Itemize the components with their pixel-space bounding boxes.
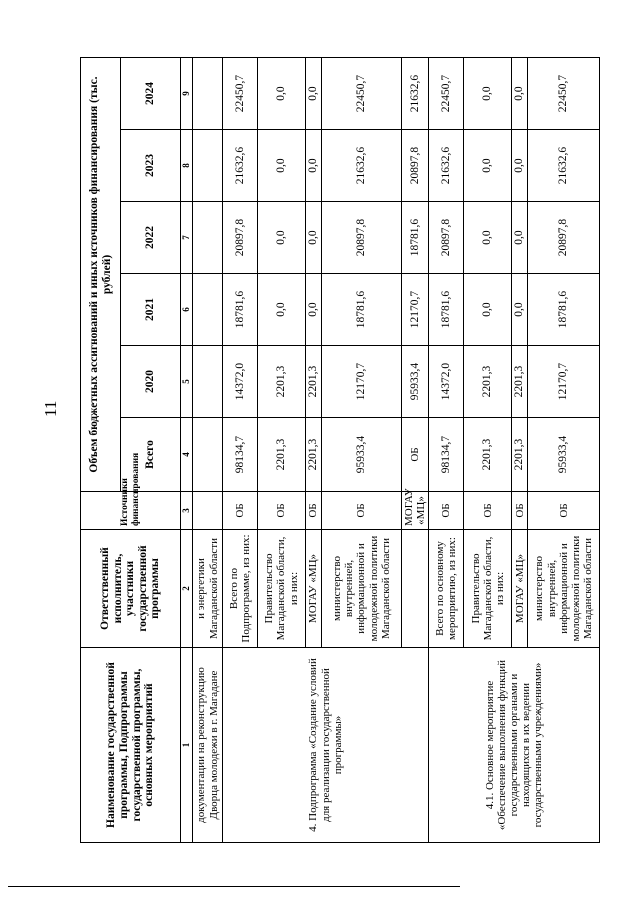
value-cell: 2201,3 <box>258 346 306 418</box>
value-cell: 22450,7 <box>528 57 600 129</box>
value-cell: 18781,6 <box>402 202 429 274</box>
value-cell: 21632,6 <box>322 130 402 202</box>
program-name-cell <box>402 530 429 648</box>
value-cell: 21632,6 <box>402 57 429 129</box>
budget-table <box>80 57 600 843</box>
value-cell: 22450,7 <box>223 57 258 129</box>
value-cell: 98134,7 <box>429 418 464 492</box>
value-cell: 2201,3 <box>512 346 528 418</box>
source-cell: ОБ <box>512 492 528 530</box>
source-cell: ОБ <box>402 418 429 492</box>
source-cell: ОБ <box>464 492 512 530</box>
value-cell: 18781,6 <box>429 274 464 346</box>
value-cell: 20897,8 <box>429 202 464 274</box>
header-year-total: Всего <box>121 418 181 492</box>
value-cell <box>193 418 223 492</box>
value-cell: 0,0 <box>512 202 528 274</box>
column-number: 9 <box>181 57 193 129</box>
value-cell: 0,0 <box>464 202 512 274</box>
value-cell: 21632,6 <box>429 130 464 202</box>
header-program-name: Наименование государственной программы, Подпрограммы государственной программы, основных мероприятий <box>81 648 181 843</box>
value-cell: 12170,7 <box>402 274 429 346</box>
value-cell <box>193 130 223 202</box>
column-number: 5 <box>181 346 193 418</box>
source-cell <box>193 492 223 530</box>
source-cell: ОБ <box>306 492 322 530</box>
executor-cell: Правительство Магаданской области, из них: <box>464 530 512 648</box>
value-cell: 2201,3 <box>258 418 306 492</box>
value-cell: 22450,7 <box>429 57 464 129</box>
header-executor: Ответственный исполнитель, участники государственной программы <box>81 530 181 648</box>
value-cell <box>193 274 223 346</box>
table-row <box>429 57 464 842</box>
header-year-2021: 2021 <box>121 274 181 346</box>
value-cell: 0,0 <box>258 202 306 274</box>
executor-cell: МОГАУ «МЦ» <box>402 492 429 530</box>
column-number: 7 <box>181 202 193 274</box>
value-cell: 2201,3 <box>464 346 512 418</box>
value-cell <box>193 346 223 418</box>
program-name-cell: документации на реконструкцию Дворца молодежи в г. Магадане <box>193 648 223 843</box>
value-cell: 0,0 <box>464 57 512 129</box>
table-row <box>223 57 258 842</box>
value-cell: 0,0 <box>464 130 512 202</box>
value-cell: 0,0 <box>512 130 528 202</box>
column-number: 8 <box>181 130 193 202</box>
executor-cell: Правительство Магаданской области, из них: <box>258 530 306 648</box>
value-cell: 20897,8 <box>402 130 429 202</box>
value-cell: 95933,4 <box>322 418 402 492</box>
column-number: 6 <box>181 274 193 346</box>
executor-cell: министерство внутренней, информационной и молодежной политики Магаданской области <box>322 530 402 648</box>
header-year-2023: 2023 <box>121 130 181 202</box>
value-cell: 14372,0 <box>429 346 464 418</box>
value-cell: 20897,8 <box>223 202 258 274</box>
value-cell: 22450,7 <box>322 57 402 129</box>
column-number: 4 <box>181 418 193 492</box>
value-cell: 18781,6 <box>528 274 600 346</box>
value-cell: 0,0 <box>258 57 306 129</box>
source-cell: ОБ <box>528 492 600 530</box>
header-year-2020: 2020 <box>121 346 181 418</box>
value-cell: 18781,6 <box>322 274 402 346</box>
source-cell: ОБ <box>223 492 258 530</box>
value-cell: 95933,4 <box>528 418 600 492</box>
executor-cell: МОГАУ «МЦ» <box>306 530 322 648</box>
value-cell: 0,0 <box>512 57 528 129</box>
source-cell: ОБ <box>429 492 464 530</box>
value-cell: 2201,3 <box>464 418 512 492</box>
value-cell: 21632,6 <box>528 130 600 202</box>
value-cell: 0,0 <box>258 274 306 346</box>
program-name-cell: 4.1. Основное мероприятие «Обеспечение выполнения функций государственными органами и находящихся в их ведении государственными учреждениями» <box>429 648 600 843</box>
column-number: 3 <box>181 492 193 530</box>
value-cell: 95933,4 <box>402 346 429 418</box>
value-cell: 0,0 <box>464 274 512 346</box>
value-cell: 0,0 <box>306 57 322 129</box>
bottom-rule <box>8 886 460 887</box>
page-number: 11 <box>41 400 60 417</box>
value-cell: 12170,7 <box>528 346 600 418</box>
value-cell: 18781,6 <box>223 274 258 346</box>
executor-cell: и энергетики Магаданской области <box>193 530 223 648</box>
value-cell: 0,0 <box>306 130 322 202</box>
value-cell: 21632,6 <box>223 130 258 202</box>
header-year-2022: 2022 <box>121 202 181 274</box>
value-cell: 2201,3 <box>306 346 322 418</box>
column-number: 1 <box>181 648 193 843</box>
table-row <box>193 57 223 842</box>
value-cell: 0,0 <box>306 202 322 274</box>
value-cell: 0,0 <box>258 130 306 202</box>
value-cell: 0,0 <box>512 274 528 346</box>
value-cell: 20897,8 <box>322 202 402 274</box>
program-name-cell: 4. Подпрограмма «Создание условий для реализации государственной программы» <box>223 648 429 843</box>
value-cell: 14372,0 <box>223 346 258 418</box>
value-cell: 0,0 <box>306 274 322 346</box>
executor-cell: министерство внутренней, информационной и молодежной политики Магаданской области <box>528 530 600 648</box>
value-cell: 20897,8 <box>528 202 600 274</box>
executor-cell: МОГАУ «МЦ» <box>512 530 528 648</box>
header-source: Источники финансирования <box>81 492 181 530</box>
executor-cell: Всего по основному мероприятию, из них: <box>429 530 464 648</box>
value-cell <box>193 202 223 274</box>
value-cell: 2201,3 <box>512 418 528 492</box>
value-cell <box>193 57 223 129</box>
column-number: 2 <box>181 530 193 648</box>
source-cell: ОБ <box>322 492 402 530</box>
header-year-2024: 2024 <box>121 57 181 129</box>
value-cell: 2201,3 <box>306 418 322 492</box>
source-cell: ОБ <box>258 492 306 530</box>
rotated-table-container <box>80 58 594 843</box>
executor-cell: Всего по Подпрограмме, из них: <box>223 530 258 648</box>
header-budget-group: Объем бюджетных ассигнований и иных источников финансирования (тыс. рублей) <box>81 57 121 491</box>
value-cell: 12170,7 <box>322 346 402 418</box>
value-cell: 98134,7 <box>223 418 258 492</box>
